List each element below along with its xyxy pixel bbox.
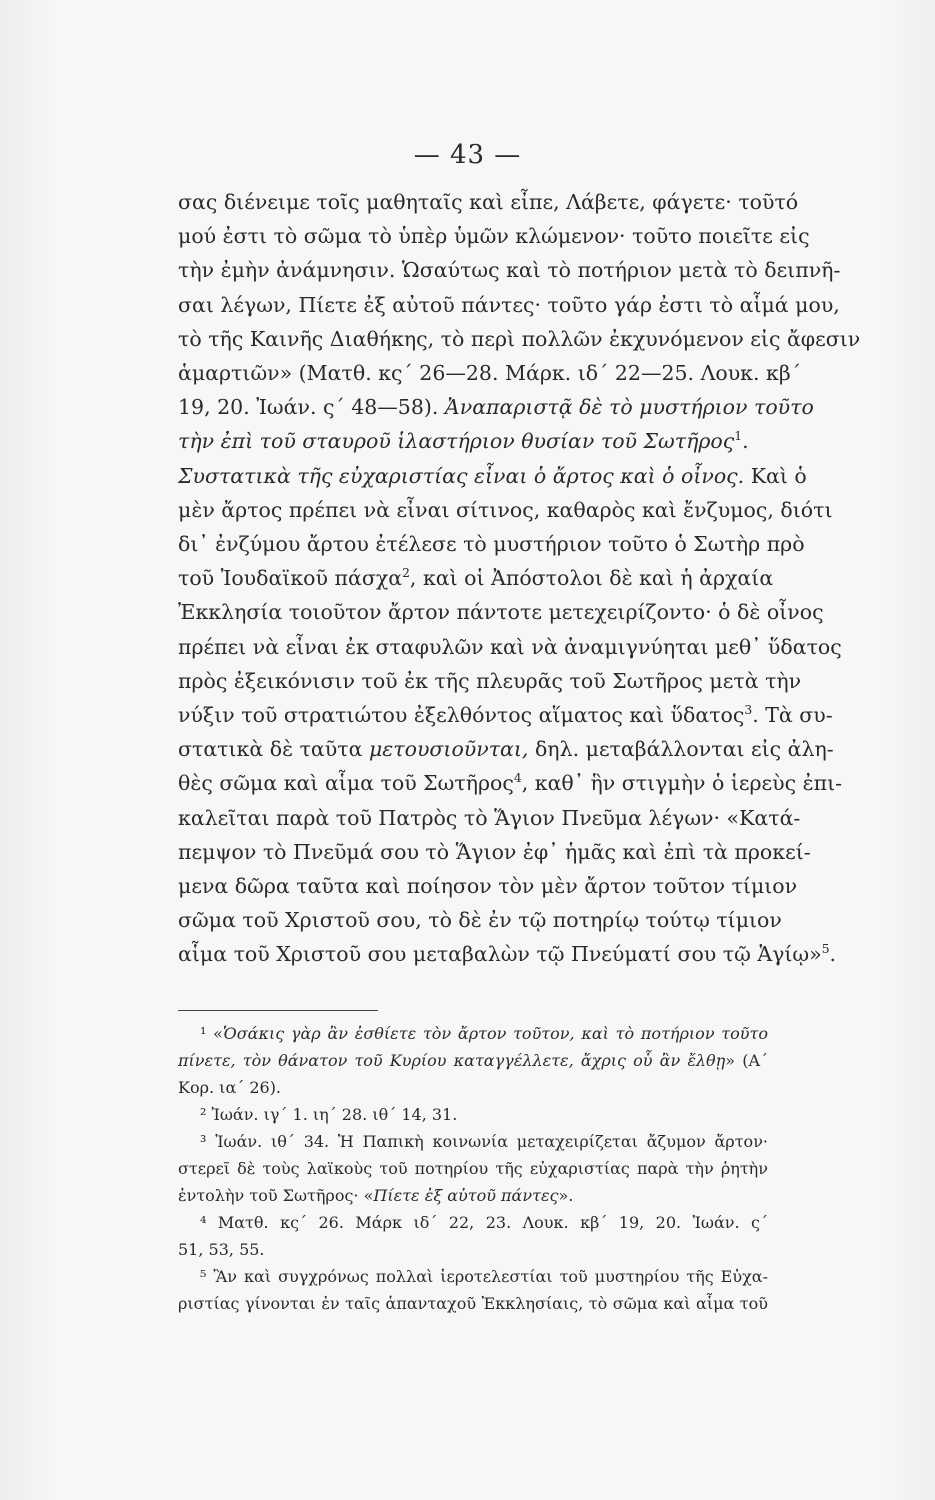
text-segment: ἐντολὴν τοῦ Σωτῆρος· « — [178, 1186, 374, 1205]
text-line — [178, 801, 801, 835]
footnote-line — [178, 1020, 768, 1047]
text-segment: δηλ. μεταβάλλονται εἰς ἀλη- — [528, 737, 834, 762]
text-line — [178, 459, 807, 493]
text-segment: ἁμαρτιῶν» (Ματθ. κς΄ 26—28. Μάρκ. ιδ΄ 22—25. Λουκ. κβ΄ — [178, 361, 801, 386]
text-line — [178, 493, 833, 527]
text-line — [178, 732, 834, 766]
footnote-line — [178, 1263, 768, 1290]
text-segment: νύξιν τοῦ στρατιώτου ἐξελθόντος αἵματος καὶ ὕδατος — [178, 703, 745, 728]
text-segment: ⁵ Ἂν καὶ συγχρόνως πολλαὶ ἱεροτελεστίαι τοῦ μυστηρίου τῆς Εὐχα- — [200, 1267, 768, 1286]
text-line — [178, 698, 833, 732]
text-segment: . — [829, 942, 837, 967]
text-segment: ³ Ἰωάν. ιθ΄ 34. Ἡ Παπικὴ κοινωνία μεταχειρίζεται ἄζυμον ἄρτον· — [200, 1132, 768, 1151]
text-line — [178, 356, 801, 390]
text-line — [178, 185, 799, 219]
footnote-marker: 3 — [744, 703, 753, 718]
text-line — [178, 253, 841, 287]
text-line — [178, 835, 811, 869]
footnote-line — [178, 1047, 768, 1074]
text-segment: τοῦ Ἰουδαϊκοῦ πάσχα — [178, 566, 403, 591]
footnote-marker: 2 — [402, 566, 410, 581]
italic-segment: πίνετε, τὸν θάνατον τοῦ Κυρίου καταγγέλλετε, ἄχρις οὗ ἂν ἔλθῃ — [178, 1051, 726, 1070]
text-line — [178, 937, 837, 971]
text-segment: 51, 53, 55. — [178, 1240, 265, 1259]
page-number: — 43 — — [413, 140, 522, 170]
text-line — [178, 630, 842, 664]
text-segment: , καὶ οἱ Ἀπόστολοι δὲ καὶ ἡ ἀρχαία — [409, 566, 774, 591]
text-segment: Καὶ ὁ — [744, 463, 807, 488]
text-line — [178, 390, 814, 424]
text-segment: . — [742, 429, 749, 454]
text-segment: ριστίας γίνονται ἐν ταῖς ἁπανταχοῦ Ἐκκλησίαις, τὸ σῶμα καὶ αἷμα τοῦ — [178, 1294, 768, 1313]
footnote-line — [178, 1101, 768, 1128]
text-segment: μού ἐστι τὸ σῶμα τὸ ὑπὲρ ὑμῶν κλώμενον· τοῦτο ποιεῖτε εἰς — [178, 224, 810, 249]
text-segment: μὲν ἄρτος πρέπει νὰ εἶναι σίτινος, καθαρὸς καὶ ἔνζυμος, διότι — [178, 497, 833, 522]
footnote-line — [178, 1209, 768, 1236]
text-segment: τὸ τῆς Καινῆς Διαθήκης, τὸ περὶ πολλῶν ἐκχυνόμενον εἰς ἄφεσιν — [178, 326, 861, 351]
italic-segment: Πίετε ἐξ αὐτοῦ πάντες — [373, 1186, 559, 1205]
text-segment: δι᾽ ἐνζύμου ἄρτου ἐτέλεσε τὸ μυστήριον τοῦτο ὁ Σωτὴρ πρὸ — [178, 532, 805, 557]
italic-segment: Ἀναπαριστᾷ δὲ τὸ μυστήριον τοῦτο — [438, 395, 814, 420]
italic-segment: Ὁσάκις γὰρ ἂν ἐσθίετε τὸν ἄρτον τοῦτον, καὶ τὸ ποτήριον τοῦτο — [222, 1024, 768, 1043]
text-segment: μενα δῶρα ταῦτα καὶ ποίησον τὸν μὲν ἄρτον τοῦτον τίμιον — [178, 874, 798, 899]
text-segment: Κορ. ια΄ 26). — [178, 1078, 282, 1097]
text-line — [178, 561, 774, 595]
text-segment: στατικὰ δὲ ταῦτα — [178, 737, 363, 762]
text-line — [178, 288, 840, 322]
text-segment: αἷμα τοῦ Χριστοῦ σου μεταβαλὼν τῷ Πνεύματί σου τῷ Ἁγίῳ» — [178, 942, 822, 967]
footnotes — [178, 1020, 768, 1317]
text-segment: σαι λέγων, Πίετε ἐξ αὐτοῦ πάντες· τοῦτο γάρ ἐστι τὸ αἷμά μου, — [178, 292, 840, 317]
footnote-line — [178, 1155, 768, 1182]
text-line — [178, 869, 798, 903]
text-line — [178, 322, 861, 356]
text-segment: πρέπει νὰ εἶναι ἐκ σταφυλῶν καὶ νὰ ἀναμιγνύηται μεθ᾽ ὕδατος — [178, 634, 842, 659]
text-segment: πεμψον τὸ Πνεῦμά σου τὸ Ἅγιον ἐφ᾽ ἡμᾶς καὶ ἐπὶ τὰ προκεί- — [178, 839, 811, 864]
italic-segment: Συστατικὰ τῆς εὐχαριστίας εἶναι ὁ ἄρτος καὶ ὁ οἶνος. — [178, 463, 745, 488]
text-segment: θὲς σῶμα καὶ αἷμα τοῦ Σωτῆρος — [178, 771, 514, 796]
text-line — [178, 219, 810, 253]
text-segment: . Τὰ συ- — [752, 703, 833, 728]
footnote-marker: 4 — [513, 771, 522, 786]
italic-segment: μετουσιοῦνται, — [362, 737, 529, 762]
text-segment: 19, 20. Ἰωάν. ς΄ 48—58). — [178, 395, 439, 420]
text-segment: » (Α΄ — [725, 1051, 769, 1070]
main-text — [178, 185, 861, 972]
footnote-line — [178, 1236, 768, 1263]
text-segment: , καθ᾽ ἣν στιγμὴν ὁ ἱερεὺς ἐπι- — [521, 771, 843, 796]
footnote-line — [178, 1074, 768, 1101]
text-segment: σας διένειμε τοῖς μαθηταῖς καὶ εἶπε, Λάβετε, φάγετε· τοῦτό — [178, 190, 799, 214]
text-line — [178, 903, 782, 937]
text-segment: ». — [558, 1186, 574, 1205]
text-segment: τὴν ἐμὴν ἀνάμνησιν. Ὡσαύτως καὶ τὸ ποτήριον μετὰ τὸ δειπνῆ- — [178, 258, 841, 283]
text-segment: σῶμα τοῦ Χριστοῦ σου, τὸ δὲ ἐν τῷ ποτηρίῳ τούτῳ τίμιον — [178, 908, 782, 933]
text-segment: ² Ἰωάν. ιγ΄ 1. ιη΄ 28. ιθ΄ 14, 31. — [200, 1105, 458, 1124]
text-segment: πρὸς ἐξεικόνισιν τοῦ ἐκ τῆς πλευρᾶς τοῦ Σωτῆρος μετὰ τὴν — [178, 668, 802, 693]
text-segment: στερεῖ δὲ τοὺς λαϊκοὺς τοῦ ποτηρίου τῆς εὐχαριστίας παρὰ τὴν ῥητὴν — [178, 1159, 768, 1178]
text-line — [178, 424, 768, 458]
footnote-divider — [178, 1010, 378, 1011]
text-segment: ¹ « — [200, 1024, 223, 1043]
footnote-line — [178, 1182, 768, 1209]
text-line — [178, 595, 824, 629]
text-line — [178, 527, 805, 561]
text-segment: Ἐκκλησία τοιοῦτον ἄρτον πάντοτε μετεχειρίζοντο· ὁ δὲ οἶνος — [178, 600, 824, 625]
italic-segment: τὴν ἐπὶ τοῦ σταυροῦ ἱλαστήριον θυσίαν τοῦ Σωτῆρος — [178, 429, 735, 454]
text-line — [178, 766, 843, 800]
text-segment: καλεῖται παρὰ τοῦ Πατρὸς τὸ Ἅγιον Πνεῦμα λέγων· «Κατά- — [178, 805, 801, 830]
footnote-line — [178, 1128, 768, 1155]
footnote-line — [178, 1290, 768, 1317]
footnote-marker: 1 — [734, 429, 743, 444]
text-segment: ⁴ Ματθ. κς΄ 26. Μάρκ ιδ΄ 22, 23. Λουκ. κβ΄ 19, 20. Ἰωάν. ς΄ — [200, 1213, 768, 1232]
footnote-marker: 5 — [821, 942, 830, 957]
text-line — [178, 664, 802, 698]
